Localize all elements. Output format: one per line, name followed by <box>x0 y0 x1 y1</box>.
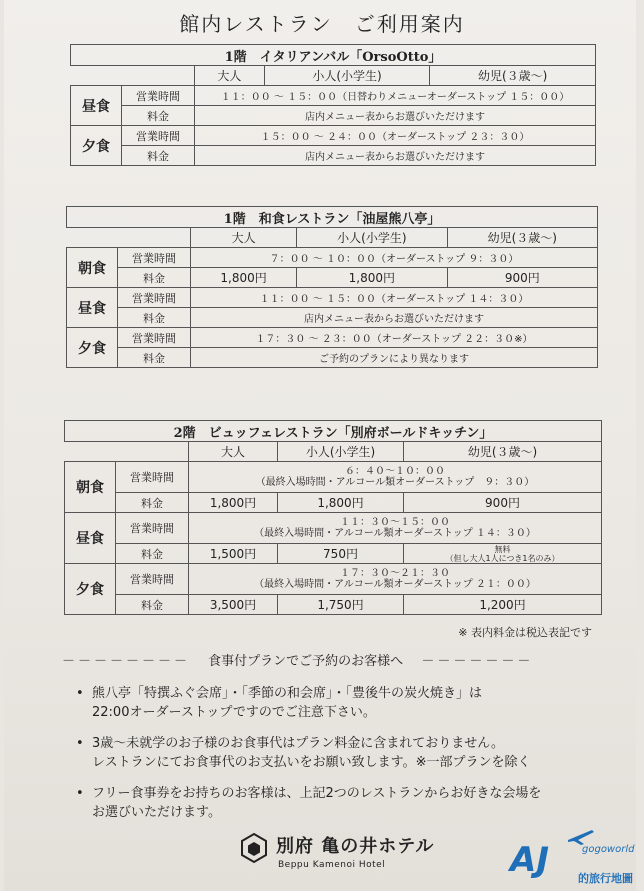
price-value: 店内メニュー表からお選びいただけます <box>191 308 598 328</box>
table-orsootto <box>70 44 596 166</box>
price-label: 料金 <box>116 493 189 513</box>
hours-detail: （最終入場時間・アルコール類オーダーストップ １４：３０） <box>254 528 536 539</box>
col-child: 小人(小学生) <box>297 228 447 248</box>
price-child: 1,800円 <box>297 268 447 288</box>
bullet-item <box>78 784 598 822</box>
price-child: 1,750円 <box>278 595 404 615</box>
hours-label: 営業時間 <box>122 126 195 146</box>
price-child: 1,800円 <box>278 493 404 513</box>
hours-value: １１：００ ～ １５：００（日替わりメニューオーダーストップ １５：００） <box>195 86 596 106</box>
hours-value: １７：３０ ～ ２３：００（オーダーストップ ２２：３０※） <box>191 328 598 348</box>
bullet-item <box>78 734 598 772</box>
blank-cell <box>65 442 189 462</box>
hours-value: １５：００ ～ ２４：００（オーダーストップ ２３：３０） <box>195 126 596 146</box>
hours-label: 営業時間 <box>116 462 189 493</box>
col-child: 小人(小学生) <box>278 442 404 462</box>
meal-label: 夕食 <box>67 328 118 368</box>
plan-heading: 食事付プランでご予約のお客様へ <box>208 654 404 669</box>
infant-free-note: （但し大人1人につき1名のみ） <box>445 553 560 563</box>
table-header: 1階 イタリアンバル「OrsoOtto」 <box>71 45 596 66</box>
watermark-site: 的旅行地圖 <box>578 872 633 885</box>
tortoise-shell-icon <box>238 832 270 864</box>
hours-value <box>189 513 602 544</box>
airplane-icon <box>566 826 596 846</box>
hotel-name: 別府 亀の井ホテル <box>276 836 435 857</box>
bullet-line: • フリー食事券をお持ちのお客様は、上記2つのレストランからお好きな会場を <box>92 786 542 801</box>
price-value: 店内メニュー表からお選びいただけます <box>195 106 596 126</box>
bullet-line: • 3歳～未就学のお子様のお食事代はプラン料金に含まれておりません。 <box>92 736 505 751</box>
price-label: 料金 <box>122 106 195 126</box>
price-label: 料金 <box>116 595 189 615</box>
meal-label: 朝食 <box>67 248 118 288</box>
price-value: 店内メニュー表からお選びいただけます <box>195 146 596 166</box>
col-adult: 大人 <box>195 66 265 86</box>
meal-label: 昼食 <box>67 288 118 328</box>
price-adult: 1,800円 <box>189 493 278 513</box>
meal-label: 昼食 <box>71 86 122 126</box>
price-infant: 900円 <box>404 493 602 513</box>
table-header: 2階 ビュッフェレストラン「別府ボールドキッチン」 <box>65 421 602 442</box>
price-infant: 900円 <box>447 268 597 288</box>
hours-label: 営業時間 <box>118 328 191 348</box>
meal-label: 夕食 <box>71 126 122 166</box>
price-label: 料金 <box>116 544 189 564</box>
hours-value <box>189 462 602 493</box>
watermark <box>510 826 640 888</box>
hours-detail: （最終入場時間・アルコール類オーダーストップ ９：３０） <box>255 477 535 488</box>
price-value: ご予約のプランにより異なります <box>191 348 598 368</box>
col-infant: 幼児(３歳～) <box>404 442 602 462</box>
col-infant: 幼児(３歳～) <box>447 228 597 248</box>
bullet-line: レストランにてお食事代のお支払いをお願い致します。※一部プランを除く <box>92 755 531 770</box>
hotel-logo <box>238 830 458 880</box>
price-adult: 1,800円 <box>191 268 297 288</box>
hours-label: 営業時間 <box>118 288 191 308</box>
plan-heading-row <box>62 650 592 669</box>
col-adult: 大人 <box>189 442 278 462</box>
price-label: 料金 <box>122 146 195 166</box>
price-infant <box>404 544 602 564</box>
watermark-letters: AJ <box>510 840 549 880</box>
price-child: 750円 <box>278 544 404 564</box>
plan-notes <box>78 684 598 834</box>
meal-label: 朝食 <box>65 462 116 513</box>
hours-label: 営業時間 <box>118 248 191 268</box>
dash-right: －－－－－－－ <box>421 654 534 669</box>
price-adult: 1,500円 <box>189 544 278 564</box>
tax-note: ※ 表内料金は税込表記です <box>458 626 592 639</box>
price-label: 料金 <box>118 348 191 368</box>
table-buffet <box>64 420 602 615</box>
price-label: 料金 <box>118 308 191 328</box>
price-infant: 1,200円 <box>404 595 602 615</box>
bullet-line: 22:00オーダーストップですのでご注意下さい。 <box>92 705 376 720</box>
col-adult: 大人 <box>191 228 297 248</box>
hours-detail: （最終入場時間・アルコール類オーダーストップ ２１：００） <box>254 579 536 590</box>
bullet-item <box>78 684 598 722</box>
hours-label: 営業時間 <box>122 86 195 106</box>
bullet-line: お選びいただけます。 <box>92 805 221 820</box>
meal-label: 夕食 <box>65 564 116 615</box>
hours-label: 営業時間 <box>116 513 189 544</box>
hours-value <box>189 564 602 595</box>
hours-value: １１：００ ～ １５：００（オーダーストップ １４：３０） <box>191 288 598 308</box>
watermark-brand: gogoworld <box>582 844 635 855</box>
blank-cell <box>67 228 191 248</box>
page-title: 館内レストラン ご利用案内 <box>179 12 465 36</box>
table-header: 1階 和食レストラン「油屋熊八亭」 <box>67 207 598 228</box>
table-kumahachi <box>66 206 598 368</box>
dash-left: －－－－－－－－ <box>62 654 191 669</box>
hours-time: １７：３０～２１：３０ <box>340 568 450 579</box>
hours-value: ７：００ ～ １０：００（オーダーストップ ９：３０） <box>191 248 598 268</box>
bullet-line: • 熊八亭「特撰ふぐ会席」・「季節の和会席」・「豊後牛の炭火焼き」は <box>92 686 483 701</box>
hours-time: １１：３０～１５：００ <box>340 517 450 528</box>
price-adult: 3,500円 <box>189 595 278 615</box>
meal-label: 昼食 <box>65 513 116 564</box>
hotel-name-en: Beppu Kamenoi Hotel <box>278 860 386 870</box>
blank-cell <box>71 66 195 86</box>
hours-time: ６：４０～１０：００ <box>345 466 445 477</box>
hours-label: 営業時間 <box>116 564 189 595</box>
price-label: 料金 <box>118 268 191 288</box>
infant-free: 無料 <box>494 544 511 554</box>
col-infant: 幼児(３歳～) <box>430 66 596 86</box>
col-child: 小人(小学生) <box>264 66 430 86</box>
